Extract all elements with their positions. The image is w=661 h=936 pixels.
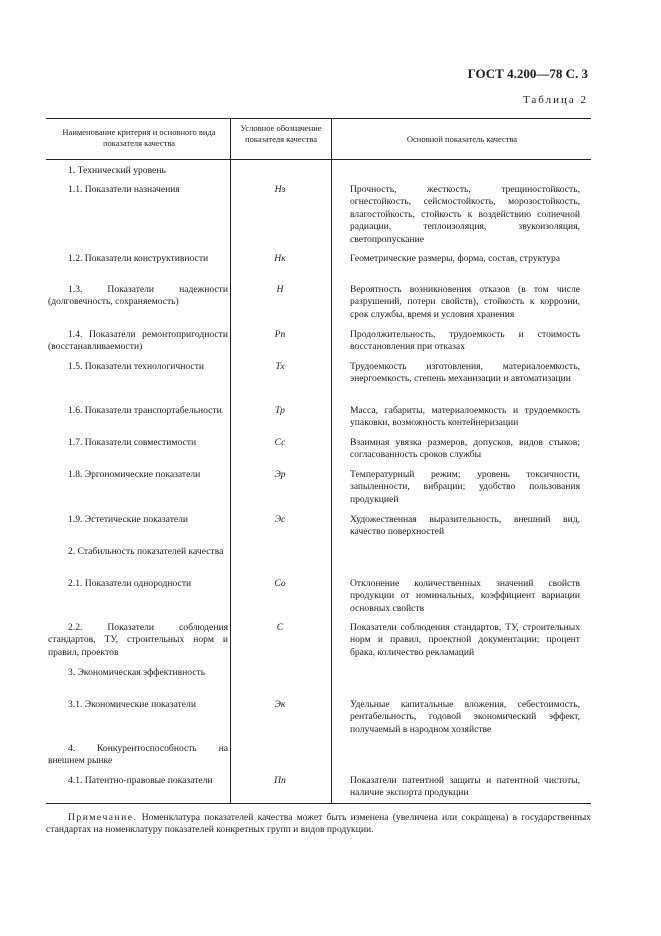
criterion-name: 2. Стабильность показателей качества xyxy=(68,546,224,557)
note-text: Номенклатура показателей качества может быть изменена (увеличена или сокращена) в государственных стандартах на номенклатуру показателей конкретных групп и видов продукции. xyxy=(46,812,591,836)
header-divider xyxy=(46,159,591,160)
quality-indicators-table xyxy=(46,118,591,804)
criterion-name: 1.1. Показатели назначения xyxy=(68,184,180,195)
table-note xyxy=(46,812,591,837)
indicator-description: Отклонение количественных значений свойств продукции от номинальных, коэффициент вариации основных свойств xyxy=(350,578,580,614)
indicator-description: Удельные капитальные вложения, себестоимость, рентабельность, годовой экономический эффект, получаемый в народном хозяйстве xyxy=(350,699,580,735)
column-divider xyxy=(331,119,332,803)
column-header-indicator: Основной показатель качества xyxy=(406,134,518,144)
indicator-description: Геометрические размеры, форма, состав, структура xyxy=(350,253,561,264)
indicator-description: Трудоемкость изготовления, материалоемкость, энергоемкость, степень механизации и автоматизации xyxy=(350,361,580,385)
indicator-symbol: Нз xyxy=(274,184,286,195)
table-row xyxy=(48,469,228,481)
table-row xyxy=(48,546,228,558)
indicator-description: Художественная выразительность, внешний вид, качество поверхностей xyxy=(350,514,580,538)
indicator-symbol: Тр xyxy=(275,405,285,416)
table-row xyxy=(48,775,228,787)
indicator-symbol: Н xyxy=(276,284,284,295)
table-row xyxy=(48,743,228,768)
indicator-description: Прочность, жесткость, трещиностойкость, огнестойкость, сейсмостойкость, морозостойкость, влагостойкость, стойкость к воздействию солнечной радиации, теплоизоляция, звукоизоляция, светопропускание xyxy=(350,184,580,245)
criterion-name: 1.6. Показатели транспортабельности xyxy=(68,405,222,416)
indicator-description: Показатели соблюдения стандартов, ТУ, строительных норм и правил, проектной документации; процент брака, количество рекламаций xyxy=(350,622,580,658)
table-row xyxy=(48,184,228,196)
criterion-name: 3.1. Экономические показатели xyxy=(68,699,196,710)
table-label: Таблица 2 xyxy=(522,94,588,106)
table-row xyxy=(48,514,228,526)
indicator-symbol: Пп xyxy=(274,775,286,786)
criterion-name: 1.2. Показатели конструктивности xyxy=(68,253,209,264)
criterion-name: 1. Технический уровень xyxy=(68,165,166,176)
table-row xyxy=(48,253,228,265)
indicator-description: Взаимная увязка размеров, допусков, видов стыков; согласованность сроков службы xyxy=(350,437,580,461)
indicator-description: Продолжительность, трудоемкость и стоимость восстановления при отказах xyxy=(350,329,580,353)
criterion-name: 1.3. Показатели надежности (долговечность, сохраняемость) xyxy=(48,284,228,308)
indicator-description: Вероятность возникновения отказов (в том числе разрушений, потери свойств), стойкость к коррозии, срок службы, время и условия хранения xyxy=(350,284,580,320)
indicator-description: Показатели патентной защиты и патентной чистоты, наличие экспорта продукции xyxy=(350,775,580,799)
table-row xyxy=(48,622,228,659)
criterion-name: 2.1. Показатели однородности xyxy=(68,578,192,589)
criterion-name: 1.5. Показатели технологичности xyxy=(68,361,205,372)
criterion-name: 4. Конкурентоспособность на внешнем рынке xyxy=(48,743,228,767)
column-header-symbol: Условное обозначение показателя качества xyxy=(240,123,322,144)
table-row xyxy=(48,405,228,417)
note-label: Примечание. xyxy=(68,812,138,823)
indicator-description: Масса, габариты, материалоемкость и трудоемкость упаковки, возможность контейнеризации xyxy=(350,405,580,429)
criterion-name: 1.9. Эстетические показатели xyxy=(68,514,189,525)
indicator-symbol: Тх xyxy=(275,361,285,372)
column-header-criterion: Наименование критерия и основного вида показателя качества xyxy=(62,127,216,148)
criterion-name: 1.8. Эргономические показатели xyxy=(68,469,201,480)
indicator-symbol: С xyxy=(276,622,284,633)
document-reference: ГОСТ 4.200—78 С. 3 xyxy=(467,66,588,81)
criterion-name: 1.4. Показатели ремонтопригодности (восстанавливаемости) xyxy=(48,329,228,353)
table-row xyxy=(48,699,228,711)
indicator-symbol: Рп xyxy=(274,329,286,340)
indicator-symbol: Эс xyxy=(274,514,286,525)
indicator-symbol: Нк xyxy=(274,253,286,264)
table-row xyxy=(48,578,228,590)
criterion-name: 4.1. Патентно-правовые показатели xyxy=(68,775,213,786)
table-row xyxy=(48,329,228,354)
indicator-symbol: Эк xyxy=(274,699,286,710)
table-row xyxy=(48,284,228,309)
table-row xyxy=(48,667,228,679)
criterion-name: 1.7. Показатели совместимости xyxy=(68,437,197,448)
indicator-symbol: Эр xyxy=(274,469,286,480)
indicator-symbol: Со xyxy=(274,578,286,589)
table-row xyxy=(48,361,228,373)
criterion-name: 2.2. Показатели соблюдения стандартов, ТУ, строительных норм и правил, проектов xyxy=(48,622,228,658)
indicator-symbol: Сс xyxy=(274,437,286,448)
table-row xyxy=(48,437,228,449)
indicator-description: Температурный режим; уровень токсичности, запыленности, вибрации; удобство пользования продукцией xyxy=(350,469,580,505)
criterion-name: 3. Экономическая эффективность xyxy=(68,667,206,678)
table-row xyxy=(48,165,228,177)
